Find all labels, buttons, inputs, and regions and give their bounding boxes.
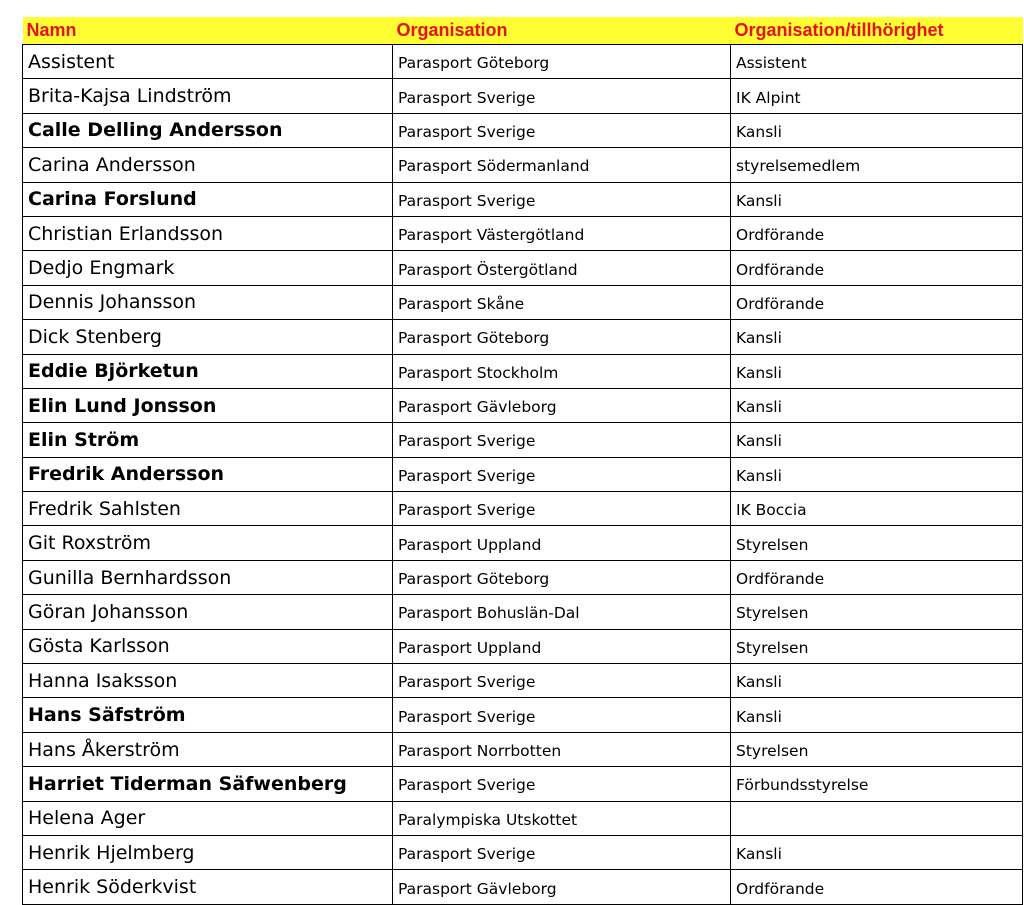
table-row — [23, 664, 1023, 698]
table-row — [23, 698, 1023, 732]
affiliation-cell: Kansli — [731, 113, 1023, 147]
organisation-cell: Parasport Sverige — [393, 182, 731, 216]
organisation-cell: Parasport Stockholm — [393, 354, 731, 388]
table-row — [23, 251, 1023, 285]
table-row — [23, 45, 1023, 79]
table-row — [23, 870, 1023, 904]
table-row — [23, 182, 1023, 216]
name-cell: Eddie Björketun — [23, 354, 393, 388]
table-body — [23, 45, 1023, 905]
table-row — [23, 629, 1023, 663]
affiliation-cell: Förbundsstyrelse — [731, 767, 1023, 801]
table-row — [23, 113, 1023, 147]
organisation-cell: Parasport Södermanland — [393, 148, 731, 182]
name-cell: Calle Delling Andersson — [23, 113, 393, 147]
organisation-cell: Parasport Västergötland — [393, 216, 731, 250]
table-row — [23, 388, 1023, 422]
name-cell: Hanna Isaksson — [23, 664, 393, 698]
organisation-cell: Parasport Sverige — [393, 492, 731, 526]
name-cell: Assistent — [23, 45, 393, 79]
affiliation-cell: Kansli — [731, 835, 1023, 869]
name-cell: Dedjo Engmark — [23, 251, 393, 285]
name-cell: Gösta Karlsson — [23, 629, 393, 663]
affiliation-cell: Kansli — [731, 457, 1023, 491]
organisation-cell: Parasport Uppland — [393, 629, 731, 663]
header-affiliation: Organisation/tillhörighet — [731, 17, 1023, 45]
table-row — [23, 457, 1023, 491]
organisation-cell: Paralympiska Utskottet — [393, 801, 731, 835]
table-row — [23, 732, 1023, 766]
participant-table — [22, 17, 1023, 905]
organisation-cell: Parasport Sverige — [393, 767, 731, 801]
affiliation-cell: Kansli — [731, 354, 1023, 388]
table-row — [23, 835, 1023, 869]
name-cell: Elin Ström — [23, 423, 393, 457]
affiliation-cell: Kansli — [731, 320, 1023, 354]
affiliation-cell: Ordförande — [731, 285, 1023, 319]
header-row — [23, 17, 1023, 45]
name-cell: Elin Lund Jonsson — [23, 388, 393, 422]
name-cell: Fredrik Andersson — [23, 457, 393, 491]
organisation-cell: Parasport Sverige — [393, 423, 731, 457]
name-cell: Henrik Hjelmberg — [23, 835, 393, 869]
table-row — [23, 320, 1023, 354]
organisation-cell: Parasport Sverige — [393, 457, 731, 491]
organisation-cell: Parasport Göteborg — [393, 320, 731, 354]
affiliation-cell: Kansli — [731, 182, 1023, 216]
table-row — [23, 148, 1023, 182]
table-row — [23, 79, 1023, 113]
name-cell: Git Roxström — [23, 526, 393, 560]
affiliation-cell: Kansli — [731, 388, 1023, 422]
affiliation-cell: Ordförande — [731, 216, 1023, 250]
header-organisation: Organisation — [393, 17, 731, 45]
organisation-cell: Parasport Uppland — [393, 526, 731, 560]
table-row — [23, 801, 1023, 835]
name-cell: Dennis Johansson — [23, 285, 393, 319]
organisation-cell: Parasport Skåne — [393, 285, 731, 319]
organisation-cell: Parasport Sverige — [393, 835, 731, 869]
affiliation-cell: Ordförande — [731, 251, 1023, 285]
affiliation-cell: Styrelsen — [731, 526, 1023, 560]
name-cell: Carina Andersson — [23, 148, 393, 182]
table-row — [23, 595, 1023, 629]
name-cell: Helena Ager — [23, 801, 393, 835]
affiliation-cell: IK Alpint — [731, 79, 1023, 113]
table-row — [23, 560, 1023, 594]
affiliation-cell: Ordförande — [731, 870, 1023, 904]
affiliation-cell: Assistent — [731, 45, 1023, 79]
name-cell: Christian Erlandsson — [23, 216, 393, 250]
table-row — [23, 767, 1023, 801]
organisation-cell: Parasport Norrbotten — [393, 732, 731, 766]
affiliation-cell: styrelsemedlem — [731, 148, 1023, 182]
header-name: Namn — [23, 17, 393, 45]
name-cell: Brita-Kajsa Lindström — [23, 79, 393, 113]
affiliation-cell: Kansli — [731, 698, 1023, 732]
organisation-cell: Parasport Sverige — [393, 664, 731, 698]
organisation-cell: Parasport Göteborg — [393, 560, 731, 594]
name-cell: Hans Åkerström — [23, 732, 393, 766]
name-cell: Carina Forslund — [23, 182, 393, 216]
table-row — [23, 423, 1023, 457]
affiliation-cell: Kansli — [731, 664, 1023, 698]
table-row — [23, 526, 1023, 560]
organisation-cell: Parasport Sverige — [393, 698, 731, 732]
organisation-cell: Parasport Sverige — [393, 113, 731, 147]
affiliation-cell: Styrelsen — [731, 629, 1023, 663]
organisation-cell: Parasport Gävleborg — [393, 870, 731, 904]
table-row — [23, 492, 1023, 526]
organisation-cell: Parasport Sverige — [393, 79, 731, 113]
organisation-cell: Parasport Östergötland — [393, 251, 731, 285]
name-cell: Henrik Söderkvist — [23, 870, 393, 904]
organisation-cell: Parasport Göteborg — [393, 45, 731, 79]
name-cell: Göran Johansson — [23, 595, 393, 629]
organisation-cell: Parasport Gävleborg — [393, 388, 731, 422]
affiliation-cell — [731, 801, 1023, 835]
name-cell: Dick Stenberg — [23, 320, 393, 354]
table-row — [23, 354, 1023, 388]
table-row — [23, 285, 1023, 319]
affiliation-cell: Ordförande — [731, 560, 1023, 594]
name-cell: Fredrik Sahlsten — [23, 492, 393, 526]
table-row — [23, 216, 1023, 250]
name-cell: Harriet Tiderman Säfwenberg — [23, 767, 393, 801]
affiliation-cell: Styrelsen — [731, 595, 1023, 629]
affiliation-cell: Styrelsen — [731, 732, 1023, 766]
organisation-cell: Parasport Bohuslän-Dal — [393, 595, 731, 629]
name-cell: Gunilla Bernhardsson — [23, 560, 393, 594]
affiliation-cell: IK Boccia — [731, 492, 1023, 526]
name-cell: Hans Säfström — [23, 698, 393, 732]
affiliation-cell: Kansli — [731, 423, 1023, 457]
